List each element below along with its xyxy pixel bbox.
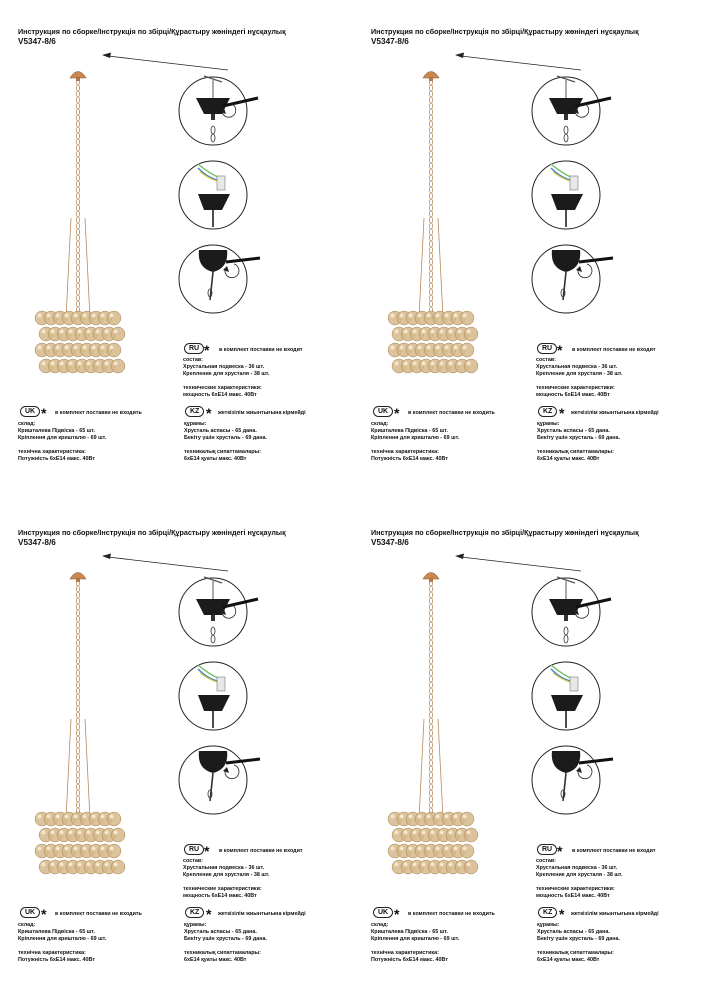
uk-star-icon: * <box>41 405 47 421</box>
uk-badge: UK <box>20 907 40 918</box>
instruction-panel <box>8 519 348 999</box>
kz-item1: Хрусталь аспасы - 65 дана. <box>184 428 257 434</box>
uk-badge: UK <box>373 406 393 417</box>
kz-star-icon: * <box>206 405 212 421</box>
kz-specs-label: техникалық сипаттамалары: <box>184 449 261 455</box>
ru-power: мощность 6хЕ14 макс. 40Вт <box>536 392 610 398</box>
model-number: V5347-8/6 <box>18 538 56 547</box>
doc-title: Инструкция по сборке/Інструкція по збірці/Құрастыру жөніндегі нұсқаулық <box>18 528 286 537</box>
kz-item2: Бекіту үшін хрусталь - 69 дана. <box>537 435 620 441</box>
kz-item2: Бекіту үшін хрусталь - 69 дана. <box>537 936 620 942</box>
ru-power: мощность 6хЕ14 макс. 40Вт <box>183 893 257 899</box>
doc-title: Инструкция по сборке/Інструкція по збірці/Құрастыру жөніндегі нұсқаулық <box>18 27 286 36</box>
ru-badge: RU <box>537 343 557 354</box>
instruction-panel <box>361 18 701 498</box>
ru-item1: Хрустальная подвеска - 36 шт. <box>536 865 618 871</box>
ru-item1: Хрустальная подвеска - 36 шт. <box>183 364 265 370</box>
uk-star-icon: * <box>394 405 400 421</box>
pointer-arrow-icon <box>102 53 228 71</box>
uk-power: Потужність 6хЕ14 макс. 40Вт <box>371 456 448 462</box>
ru-item2: Крепление для хрусталя - 38 шт. <box>183 371 270 377</box>
uk-composition-label: склад: <box>18 922 36 928</box>
canopy-detail-icon <box>532 76 611 145</box>
ru-item1: Хрустальная подвеска - 36 шт. <box>183 865 265 871</box>
pointer-arrow-icon <box>102 554 228 572</box>
uk-not-included: в комплект поставки не входить <box>55 911 142 917</box>
cup-detail-icon <box>179 245 260 313</box>
canopy-detail-icon <box>532 577 611 646</box>
uk-specs-label: технічна характеристика: <box>371 950 439 956</box>
pointer-arrow-icon <box>455 53 581 71</box>
ru-specs-label: технические характеристики: <box>183 385 262 391</box>
wiring-detail-icon <box>532 161 600 229</box>
kz-star-icon: * <box>559 405 565 421</box>
uk-item2: Кріплення для кришталю - 69 шт. <box>18 435 107 441</box>
uk-star-icon: * <box>394 906 400 922</box>
ru-not-included: в комплект поставки не входит <box>572 848 656 854</box>
kz-item2: Бекіту үшін хрусталь - 69 дана. <box>184 936 267 942</box>
kz-power: 6хЕ14 қуаты макс. 40Вт <box>184 456 247 462</box>
kz-not-included: жеткізілім жиынтығына кірмейді <box>571 410 659 416</box>
uk-power: Потужність 6хЕ14 макс. 40Вт <box>18 957 95 963</box>
kz-composition-label: құрамы: <box>184 922 207 928</box>
ru-specs-label: технические характеристики: <box>536 886 615 892</box>
lamp-illustration <box>35 72 125 374</box>
ru-not-included: в комплект поставки не входит <box>219 347 303 353</box>
kz-not-included: жеткізілім жиынтығына кірмейді <box>571 911 659 917</box>
ru-item2: Крепление для хрусталя - 38 шт. <box>536 371 623 377</box>
instruction-panel <box>8 18 348 498</box>
kz-specs-label: техникалық сипаттамалары: <box>537 449 614 455</box>
assembly-illustration <box>8 519 348 999</box>
ru-composition-label: состав: <box>536 357 556 363</box>
uk-item2: Кріплення для кришталю - 69 шт. <box>371 936 460 942</box>
uk-item2: Кріплення для кришталю - 69 шт. <box>18 936 107 942</box>
uk-item1: Кришталева Підвіска - 65 шт. <box>371 929 448 935</box>
canopy-detail-icon <box>179 76 258 145</box>
kz-star-icon: * <box>559 906 565 922</box>
cup-detail-icon <box>532 746 613 814</box>
kz-badge: KZ <box>538 406 557 417</box>
ru-badge: RU <box>184 844 204 855</box>
wiring-detail-icon <box>179 662 247 730</box>
uk-not-included: в комплект поставки не входить <box>408 410 495 416</box>
kz-power: 6хЕ14 қуаты макс. 40Вт <box>537 456 600 462</box>
kz-specs-label: техникалық сипаттамалары: <box>537 950 614 956</box>
uk-item1: Кришталева Підвіска - 65 шт. <box>18 929 95 935</box>
lamp-illustration <box>388 573 478 875</box>
kz-star-icon: * <box>206 906 212 922</box>
uk-power: Потужність 6хЕ14 макс. 40Вт <box>18 456 95 462</box>
doc-title: Инструкция по сборке/Інструкція по збірці/Құрастыру жөніндегі нұсқаулық <box>371 27 639 36</box>
wiring-detail-icon <box>179 161 247 229</box>
uk-star-icon: * <box>41 906 47 922</box>
ru-power: мощность 6хЕ14 макс. 40Вт <box>183 392 257 398</box>
lamp-illustration <box>35 573 125 875</box>
ru-composition-label: состав: <box>183 357 203 363</box>
canopy-detail-icon <box>179 577 258 646</box>
uk-power: Потужність 6хЕ14 макс. 40Вт <box>371 957 448 963</box>
kz-specs-label: техникалық сипаттамалары: <box>184 950 261 956</box>
model-number: V5347-8/6 <box>371 538 409 547</box>
kz-power: 6хЕ14 қуаты макс. 40Вт <box>537 957 600 963</box>
uk-specs-label: технічна характеристика: <box>18 950 86 956</box>
ru-not-included: в комплект поставки не входит <box>572 347 656 353</box>
uk-specs-label: технічна характеристика: <box>18 449 86 455</box>
kz-item1: Хрусталь аспасы - 65 дана. <box>537 929 610 935</box>
lamp-illustration <box>388 72 478 374</box>
kz-item2: Бекіту үшін хрусталь - 69 дана. <box>184 435 267 441</box>
kz-badge: KZ <box>538 907 557 918</box>
uk-not-included: в комплект поставки не входить <box>408 911 495 917</box>
assembly-illustration <box>8 18 348 498</box>
ru-specs-label: технические характеристики: <box>536 385 615 391</box>
pointer-arrow-icon <box>455 554 581 572</box>
ru-star-icon: * <box>557 843 563 859</box>
kz-not-included: жеткізілім жиынтығына кірмейді <box>218 911 306 917</box>
wiring-detail-icon <box>532 662 600 730</box>
uk-item1: Кришталева Підвіска - 65 шт. <box>18 428 95 434</box>
kz-not-included: жеткізілім жиынтығына кірмейді <box>218 410 306 416</box>
kz-badge: KZ <box>185 907 204 918</box>
kz-composition-label: құрамы: <box>537 922 560 928</box>
ru-item2: Крепление для хрусталя - 38 шт. <box>536 872 623 878</box>
ru-item2: Крепление для хрусталя - 38 шт. <box>183 872 270 878</box>
ru-star-icon: * <box>204 342 210 358</box>
ru-badge: RU <box>184 343 204 354</box>
ru-not-included: в комплект поставки не входит <box>219 848 303 854</box>
kz-item1: Хрусталь аспасы - 65 дана. <box>537 428 610 434</box>
uk-composition-label: склад: <box>371 421 389 427</box>
uk-not-included: в комплект поставки не входить <box>55 410 142 416</box>
doc-title: Инструкция по сборке/Інструкція по збірці/Құрастыру жөніндегі нұсқаулық <box>371 528 639 537</box>
ru-star-icon: * <box>204 843 210 859</box>
kz-composition-label: құрамы: <box>537 421 560 427</box>
ru-composition-label: состав: <box>183 858 203 864</box>
cup-detail-icon <box>532 245 613 313</box>
uk-badge: UK <box>20 406 40 417</box>
model-number: V5347-8/6 <box>371 37 409 46</box>
uk-composition-label: склад: <box>371 922 389 928</box>
uk-badge: UK <box>373 907 393 918</box>
instruction-panel <box>361 519 701 999</box>
model-number: V5347-8/6 <box>18 37 56 46</box>
assembly-illustration <box>361 18 701 498</box>
ru-composition-label: состав: <box>536 858 556 864</box>
uk-composition-label: склад: <box>18 421 36 427</box>
ru-item1: Хрустальная подвеска - 36 шт. <box>536 364 618 370</box>
assembly-illustration <box>361 519 701 999</box>
ru-specs-label: технические характеристики: <box>183 886 262 892</box>
kz-badge: KZ <box>185 406 204 417</box>
uk-item2: Кріплення для кришталю - 69 шт. <box>371 435 460 441</box>
cup-detail-icon <box>179 746 260 814</box>
kz-power: 6хЕ14 қуаты макс. 40Вт <box>184 957 247 963</box>
kz-composition-label: құрамы: <box>184 421 207 427</box>
kz-item1: Хрусталь аспасы - 65 дана. <box>184 929 257 935</box>
uk-specs-label: технічна характеристика: <box>371 449 439 455</box>
uk-item1: Кришталева Підвіска - 65 шт. <box>371 428 448 434</box>
ru-badge: RU <box>537 844 557 855</box>
ru-star-icon: * <box>557 342 563 358</box>
ru-power: мощность 6хЕ14 макс. 40Вт <box>536 893 610 899</box>
